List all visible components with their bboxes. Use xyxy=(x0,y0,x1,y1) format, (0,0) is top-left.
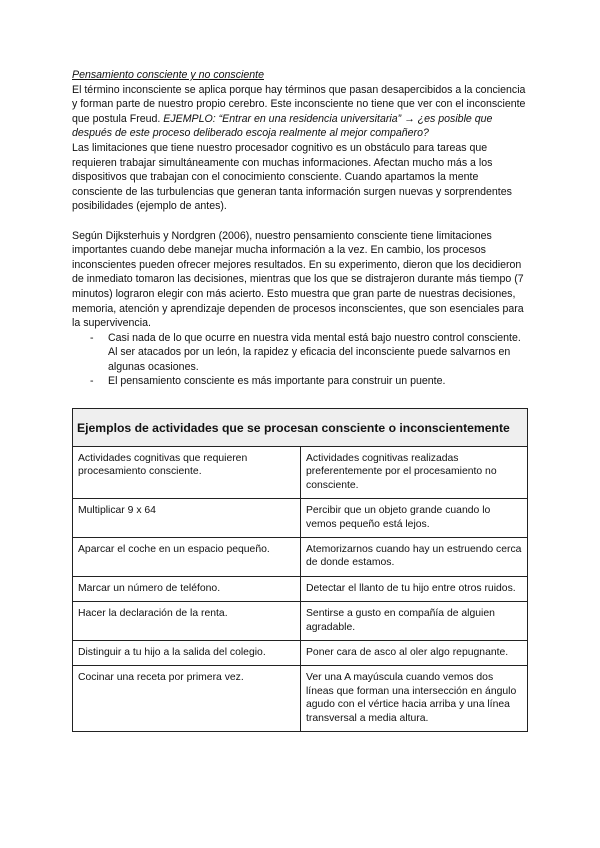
bullet-list xyxy=(72,331,530,389)
table-cell-unconscious: Detectar el llanto de tu hijo entre otros ruidos. xyxy=(301,576,528,601)
spacer xyxy=(72,214,530,229)
document-body xyxy=(72,68,530,389)
list-item-text: El pensamiento consciente es más importante para construir un puente. xyxy=(108,375,446,388)
table-cell-unconscious: Sentirse a gusto en compañía de alguien agradable. xyxy=(301,602,528,641)
table-cell-conscious: Distinguir a tu hijo a la salida del colegio. xyxy=(73,641,301,666)
table-row xyxy=(73,641,528,666)
table-row xyxy=(73,447,528,499)
table-cell-conscious: Marcar un número de teléfono. xyxy=(73,576,301,601)
table-cell-conscious: Cocinar una receta por primera vez. xyxy=(73,666,301,732)
examples-table xyxy=(72,408,528,732)
section-heading: Pensamiento consciente y no consciente xyxy=(72,69,264,81)
table-row xyxy=(73,499,528,538)
paragraph-study: Según Dijksterhuis y Nordgren (2006), nuestro pensamiento consciente tiene limitaciones importantes cuando debe manejar mucha información a la vez. En cambio, los procesos inconscientes pueden ofrecer mejores resultados. En su experimento, dieron que los decidieron de inmediato tomaron las decisiones, mientras que los que se distrajeron durante más tiempo (7 minutos) lograron elegir con más acierto. Esto muestra que gran parte de nuestras decisiones, memoria, atención y aprendizaje dependen de procesos inconscientes, que son esenciales para la supervivencia. xyxy=(72,229,524,330)
dash-marker: - xyxy=(90,375,94,388)
list-item-text: Casi nada de lo que ocurre en nuestra vida mental está bajo nuestro control consciente. Al ser atacados por un león, la rapidez y eficacia del inconsciente puede salvarnos en algunas ocasiones. xyxy=(108,331,521,373)
dash-marker: - xyxy=(90,331,94,344)
list-item xyxy=(72,374,530,389)
table-cell-unconscious: Percibir que un objeto grande cuando lo vemos pequeño está lejos. xyxy=(301,499,528,538)
table-row xyxy=(73,666,528,732)
table-cell-unconscious: Actividades cognitivas realizadas preferentemente por el procesamiento no consciente. xyxy=(301,447,528,499)
table-cell-conscious: Aparcar el coche en un espacio pequeño. xyxy=(73,538,301,577)
table-row xyxy=(73,602,528,641)
table-cell-unconscious: Atemorizarnos cuando hay un estruendo cerca de donde estamos. xyxy=(301,538,528,577)
paragraph-intro xyxy=(72,83,530,141)
table-cell-conscious: Hacer la declaración de la renta. xyxy=(73,602,301,641)
list-item xyxy=(72,331,530,375)
table-row xyxy=(73,576,528,601)
table-title-row xyxy=(73,409,528,447)
table-cell-unconscious: Poner cara de asco al oler algo repugnante. xyxy=(301,641,528,666)
intro-text: El término inconsciente se aplica porque hay términos que pasan desapercibidos a la conciencia y forman parte de nuestro propio cerebro. Este inconsciente no tiene que ver con el inconsciente que postula Freud. xyxy=(72,83,526,125)
table-cell-conscious: Multiplicar 9 x 64 xyxy=(73,499,301,538)
table-title: Ejemplos de actividades que se procesan consciente o inconscientemente xyxy=(73,409,528,447)
paragraph-limitations: Las limitaciones que tiene nuestro procesador cognitivo es un obstáculo para tareas que requieren trabajar simultáneamente con muchas informaciones. Afectan mucho más a los dispositivos que trabajan con el conocimiento consciente. Cuando apartamos la mente consciente de las turbulencias que generan tanta información surgen nuevas y sorprendentes posibilidades (ejemplo de antes). xyxy=(72,141,512,213)
table-cell-conscious: Actividades cognitivas que requieren procesamiento consciente. xyxy=(73,447,301,499)
example-italic: EJEMPLO: “Entrar en una residencia universitaria” → ¿es posible que después de este proceso deliberado escoja realmente al mejor compañero? xyxy=(72,112,493,140)
table-row xyxy=(73,538,528,577)
table-cell-unconscious: Ver una A mayúscula cuando vemos dos líneas que forman una intersección en ángulo agudo con el vértice hacia arriba y una línea transversal a media altura. xyxy=(301,666,528,732)
